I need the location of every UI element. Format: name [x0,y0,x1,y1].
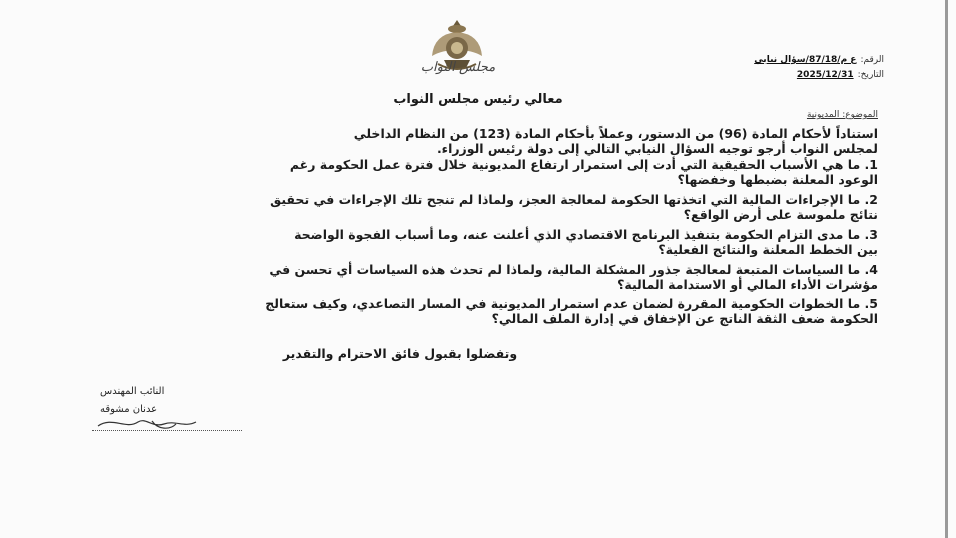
date-label: التاريخ: [857,70,884,80]
page-edge [945,0,948,538]
signatory-name: عدنان مشوقه [100,404,158,415]
intro-line-1: استناداً لأحكام المادة (96) من الدستور، وعملاً بأحكام المادة (123) من النظام الداخلي [353,126,878,141]
reference-label: الرقم: [860,55,884,65]
question-line: الحكومة ضعف الثقة الناتج عن الإخفاق في إدارة الملف المالي؟ [491,311,878,326]
reference-number [754,55,884,65]
question-line: 1. ما هي الأسباب الحقيقية التي أدت إلى استمرار ارتفاع المديونية خلال فترة عمل الحكومة رغم [289,157,878,172]
closing-line: وتفضلوا بقبول فائق الاحترام والتقدير [282,346,518,361]
letter-date [797,70,884,80]
question-line: 4. ما السياسات المتبعة لمعالجة جذور المشكلة المالية، ولماذا لم تحدث هذه السياسات أي تحسن في [269,262,878,277]
question-line: 5. ما الخطوات الحكومية المقررة لضمان عدم استمرار المديونية في المسار التصاعدي، وكيف ستعالج [265,296,878,311]
date-value: 2025/12/31 [796,70,854,80]
addressee: معالي رئيس مجلس النواب [393,92,563,107]
signature-line [92,430,242,431]
council-name-logo: مجلس النواب [420,60,496,75]
question-line: 2. ما الإجراءات المالية التي اتخذتها الحكومة لمعالجة العجز، ولماذا لم تنجح تلك الإجراءات في تحقيق [270,192,878,207]
intro-line-2: لمجلس النواب أرجو توجيه السؤال النيابي التالي إلى دولة رئيس الوزراء. [436,141,878,156]
question-line: نتائج ملموسة على أرض الواقع؟ [683,207,878,222]
subject-line: الموضوع: المديونية [806,110,878,120]
question-line: بين الخطط المعلنة والنتائج الفعلية؟ [658,242,878,257]
question-line: الوعود المعلنة بضبطها وخفضها؟ [677,172,878,187]
question-line: مؤشرات الأداء المالي أو الاستدامة المالية؟ [617,277,878,292]
reference-value: ع م/87/18/سؤال نيابي [754,55,857,65]
question-line: 3. ما مدى التزام الحكومة بتنفيذ البرنامج الاقتصادي الذي أعلنت عنه، وما أسباب الفجوة الواضحة [294,227,878,242]
signatory-title: النائب المهندس [100,386,165,397]
